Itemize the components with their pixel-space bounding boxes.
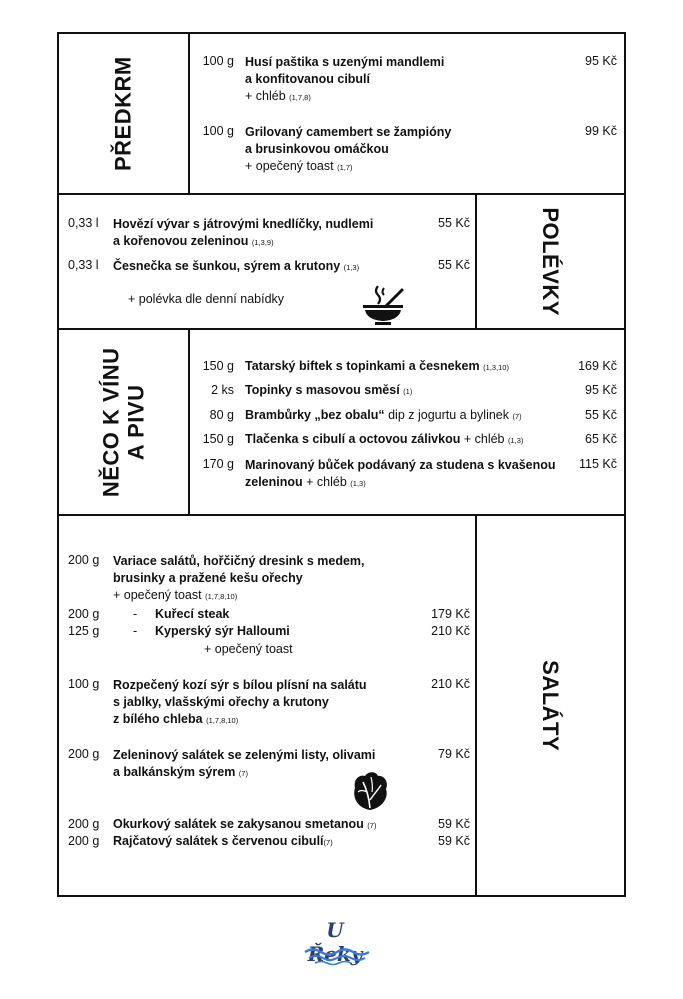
section-title-predkrm: PŘEDKRM (110, 56, 136, 171)
item-name: Hovězí vývar s játrovými knedlíčky, nudlemi a kořenovou zeleninou (1,3,9) (113, 217, 374, 248)
item-price: 55 Kč (585, 408, 617, 422)
item-qty: 150 g (202, 359, 234, 373)
item-name: Rajčatový salátek s červenou cibulí(7) (113, 834, 333, 848)
item-qty: 170 g (202, 457, 234, 471)
lettuce-icon (350, 770, 390, 812)
item-name: Kuřecí steak (155, 607, 230, 621)
item-name: Variace salátů, hořčičný dresink s medem, brusinky a pražené kešu ořechy + opečený toast (1,7,8,10) (113, 554, 365, 602)
item-name: Husí paštika s uzenými mandlemi a konfitovanou cibulí + chléb (1,7,8) (245, 55, 445, 103)
waves-icon (303, 946, 373, 966)
item-name: Kyperský sýr Halloumi (155, 624, 290, 638)
item-name: Česnečka se šunkou, sýrem a krutony (1,3) (113, 259, 360, 273)
polevky-note: + polévka dle denní nabídky (128, 292, 285, 306)
item-price: 95 Kč (585, 54, 617, 68)
item-qty: 2 ks (211, 383, 234, 397)
item-name: Topinky s masovou směsí (1) (245, 383, 413, 397)
item-price: 55 Kč (438, 258, 470, 272)
item-qty: 0,33 l (68, 216, 99, 230)
soup-bowl-icon (362, 282, 404, 326)
item-name: Okurkový salátek se zakysanou smetanou (7) (113, 817, 377, 831)
item-name: Tatarský biftek s topinkami a česnekem (1,3,10) (245, 359, 509, 373)
item-price: 210 Kč (431, 624, 470, 638)
option-dash: - (133, 607, 138, 621)
item-qty: 100 g (202, 124, 234, 138)
item-price: 169 Kč (578, 359, 617, 373)
option-dash: - (133, 624, 138, 638)
section-title-neco: NĚCO K VÍNU A PIVU (98, 347, 149, 497)
item-price: 59 Kč (438, 817, 470, 831)
item-name: Brambůrky „bez obalu“ dip z jogurtu a bylinek (7) (245, 408, 522, 422)
item-qty: 100 g (68, 677, 100, 691)
item-name: Tlačenka s cibulí a octovou zálivkou + chléb (1,3) (245, 432, 524, 446)
item-price: 59 Kč (438, 834, 470, 848)
item-price: 115 Kč (579, 457, 617, 471)
item-qty: 80 g (209, 408, 234, 422)
item-price: 95 Kč (585, 383, 617, 397)
item-price: 55 Kč (438, 216, 470, 230)
item-qty: 200 g (68, 553, 100, 567)
item-qty: 125 g (68, 624, 100, 638)
item-name: Marinovaný bůček podávaný za studena s kvašenou zeleninou + chléb (1,3) (245, 458, 556, 489)
item-qty: 0,33 l (68, 258, 99, 272)
divider-v-neco (188, 328, 190, 516)
item-name: Rozpečený kozí sýr s bílou plísní na salátu s jablky, vlašskými ořechy a krutony z bílého chleba (1,7,8,10) (113, 678, 367, 726)
item-name: Grilovaný camembert se žampióny a brusinkovou omáčkou + opečený toast (1,7) (245, 125, 452, 173)
item-qty: 200 g (68, 817, 100, 831)
section-title-polevky: POLÉVKY (538, 207, 564, 316)
item-price: 79 Kč (438, 747, 470, 761)
logo-text: U Řeky (307, 918, 363, 966)
section-title-salaty: SALÁTY (538, 659, 564, 751)
item-qty: 200 g (68, 834, 100, 848)
options-extra: + opečený toast (204, 642, 293, 656)
item-price: 210 Kč (431, 677, 470, 691)
item-qty: 200 g (68, 747, 100, 761)
item-qty: 200 g (68, 607, 100, 621)
item-qty: 100 g (202, 54, 234, 68)
item-price: 99 Kč (585, 124, 617, 138)
item-name: Zeleninový salátek se zelenými listy, olivami a balkánským sýrem (7) (113, 748, 376, 779)
item-price: 65 Kč (585, 432, 617, 446)
item-price: 179 Kč (431, 607, 470, 621)
item-qty: 150 g (202, 432, 234, 446)
